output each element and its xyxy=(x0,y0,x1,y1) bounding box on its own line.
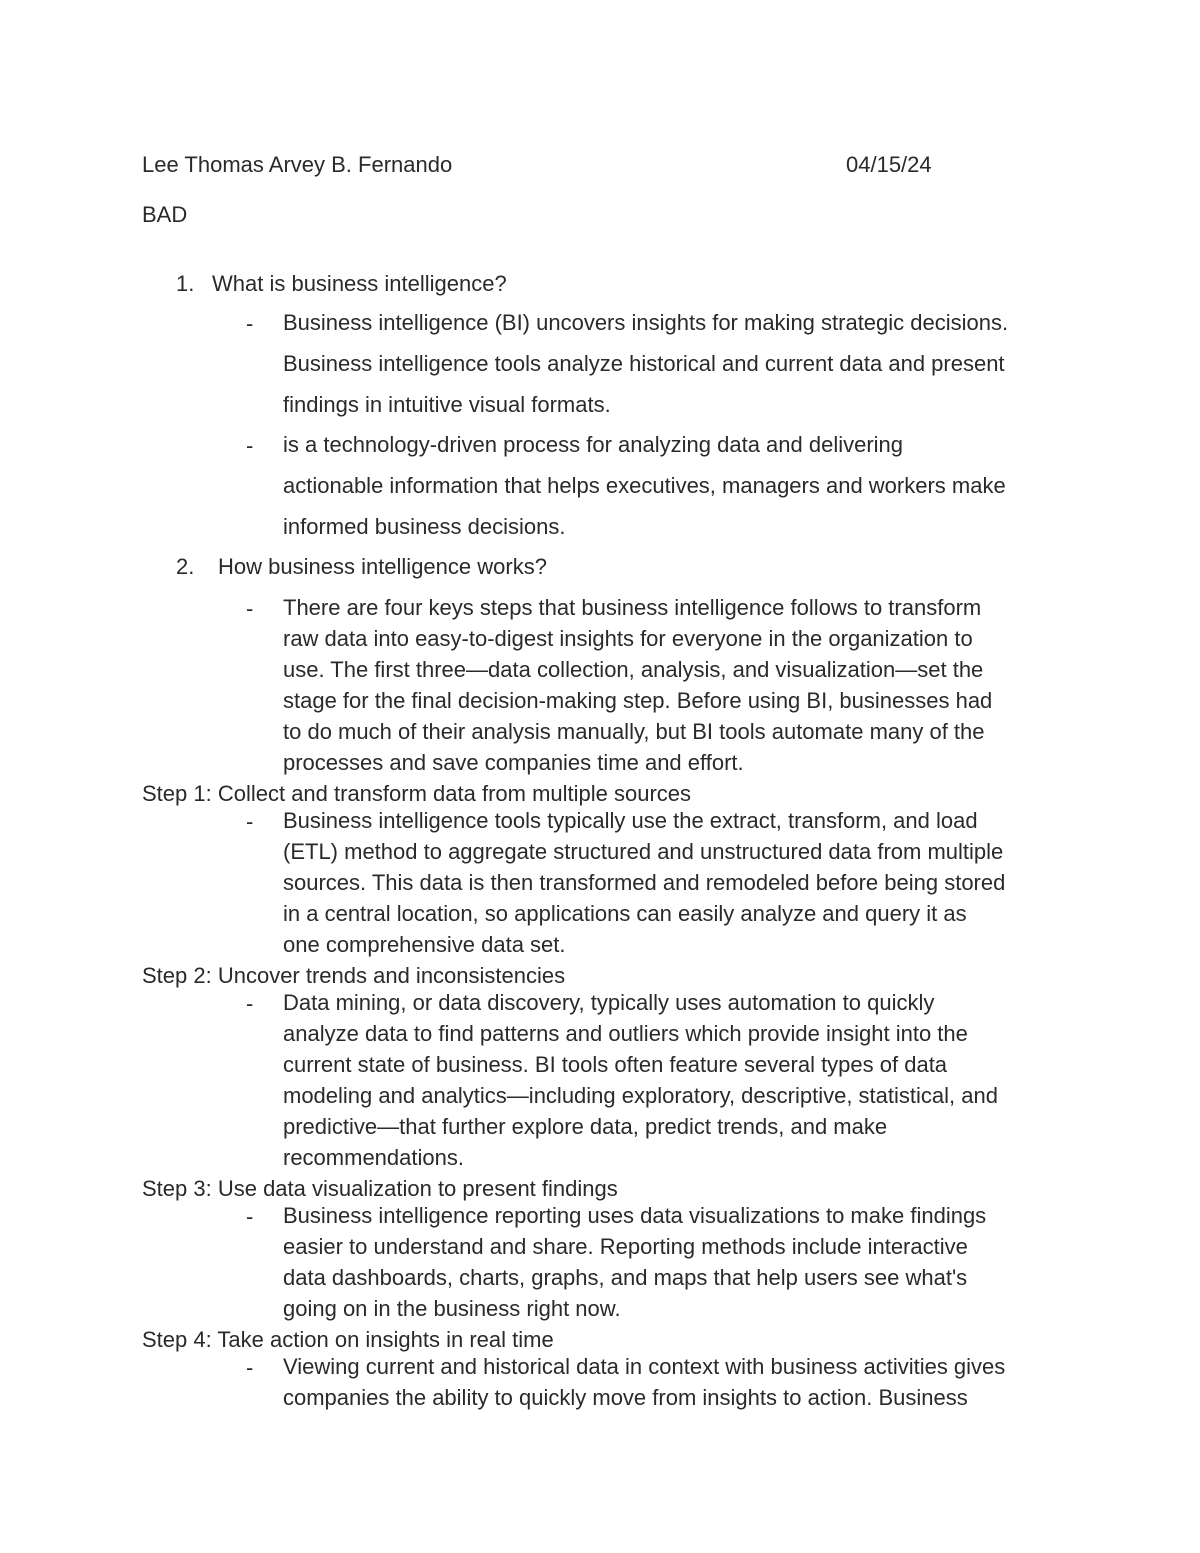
text-line: easier to understand and share. Reporting methods include interactive xyxy=(283,1234,968,1259)
bullet-marker: - xyxy=(246,809,254,834)
text-line: Viewing current and historical data in context with business activities gives xyxy=(283,1354,1006,1379)
bullet-marker: - xyxy=(246,311,254,336)
text-line: modeling and analytics—including exploratory, descriptive, statistical, and xyxy=(283,1083,998,1108)
author-name: Lee Thomas Arvey B. Fernando xyxy=(142,152,453,177)
text-line: Business intelligence tools analyze historical and current data and present xyxy=(283,351,1005,376)
text-line: analyze data to find patterns and outliers which provide insight into the xyxy=(283,1021,968,1046)
bullet-marker: - xyxy=(246,433,254,458)
text-line: in a central location, so applications can easily analyze and query it as xyxy=(283,901,967,926)
step-4-body xyxy=(283,1351,1063,1413)
text-line: current state of business. BI tools often feature several types of data xyxy=(283,1052,948,1077)
question-2-text: How business intelligence works? xyxy=(218,554,547,579)
text-line: Business intelligence reporting uses data visualizations to make findings xyxy=(283,1203,987,1228)
step-2-body xyxy=(283,987,1063,1173)
text-line: companies the ability to quickly move from insights to action. Business xyxy=(283,1385,968,1410)
question-2-answer-1 xyxy=(283,592,1063,778)
text-line: raw data into easy-to-digest insights for everyone in the organization to xyxy=(283,626,973,651)
course-label: BAD xyxy=(142,202,188,227)
step-2-heading: Step 2: Uncover trends and inconsistencies xyxy=(142,963,566,988)
text-line: Business intelligence tools typically use the extract, transform, and load xyxy=(283,808,978,833)
step-4-heading: Step 4: Take action on insights in real time xyxy=(142,1327,554,1352)
text-line: (ETL) method to aggregate structured and unstructured data from multiple xyxy=(283,839,1004,864)
document-date: 04/15/24 xyxy=(846,152,932,177)
question-1-answer-2 xyxy=(283,424,1063,547)
text-line: There are four keys steps that business intelligence follows to transform xyxy=(283,595,982,620)
text-line: informed business decisions. xyxy=(283,514,566,539)
text-line: predictive—that further explore data, predict trends, and make xyxy=(283,1114,888,1139)
step-3-heading: Step 3: Use data visualization to present findings xyxy=(142,1176,618,1201)
question-2-number: 2. xyxy=(176,554,195,579)
question-1-answer-1 xyxy=(283,302,1063,425)
question-1-text: What is business intelligence? xyxy=(212,271,507,296)
text-line: going on in the business right now. xyxy=(283,1296,621,1321)
text-line: recommendations. xyxy=(283,1145,464,1170)
text-line: data dashboards, charts, graphs, and maps that help users see what's xyxy=(283,1265,968,1290)
text-line: use. The first three—data collection, analysis, and visualization—set the xyxy=(283,657,984,682)
text-line: Data mining, or data discovery, typically uses automation to quickly xyxy=(283,990,935,1015)
text-line: stage for the final decision-making step. Before using BI, businesses had xyxy=(283,688,993,713)
text-line: is a technology-driven process for analyzing data and delivering xyxy=(283,432,904,457)
step-1-heading: Step 1: Collect and transform data from multiple sources xyxy=(142,781,692,806)
bullet-marker: - xyxy=(246,1204,254,1229)
bullet-marker: - xyxy=(246,1355,254,1380)
text-line: processes and save companies time and effort. xyxy=(283,750,744,775)
step-3-body xyxy=(283,1200,1063,1324)
step-1-body xyxy=(283,805,1063,960)
question-1-number: 1. xyxy=(176,271,195,296)
bullet-marker: - xyxy=(246,596,254,621)
bullet-marker: - xyxy=(246,991,254,1016)
text-line: Business intelligence (BI) uncovers insights for making strategic decisions. xyxy=(283,310,1009,335)
text-line: one comprehensive data set. xyxy=(283,932,566,957)
text-line: actionable information that helps executives, managers and workers make xyxy=(283,473,1006,498)
text-line: to do much of their analysis manually, but BI tools automate many of the xyxy=(283,719,985,744)
text-line: findings in intuitive visual formats. xyxy=(283,392,611,417)
text-line: sources. This data is then transformed and remodeled before being stored xyxy=(283,870,1006,895)
